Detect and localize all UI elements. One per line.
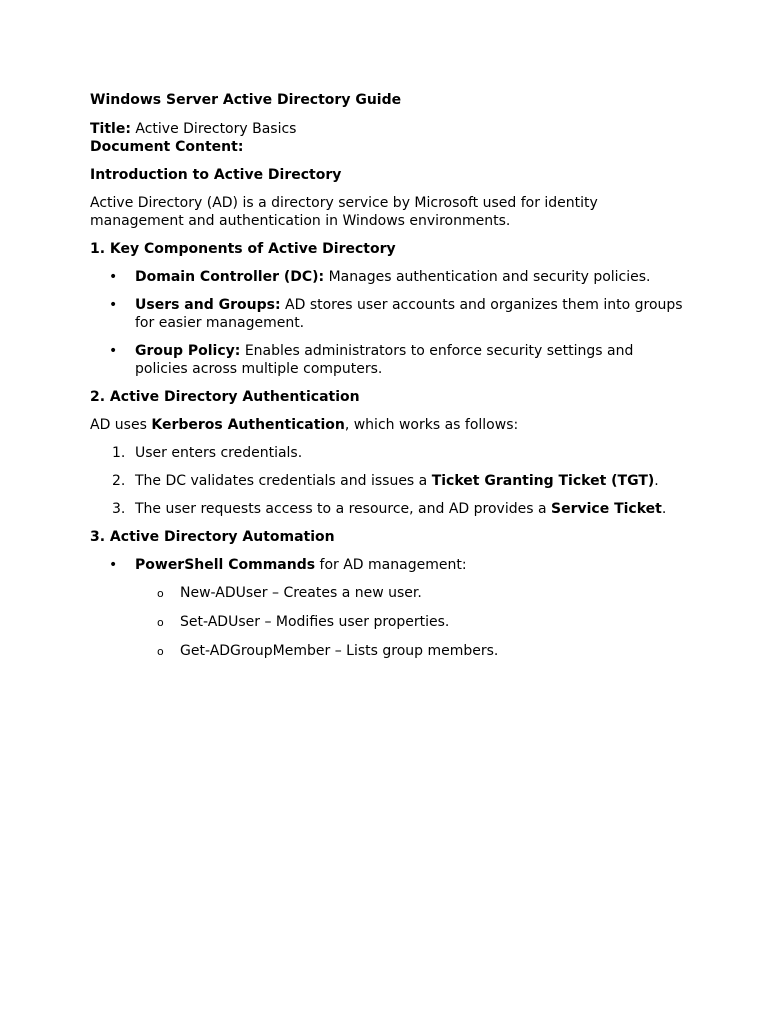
intro-paragraph: Active Directory (AD) is a directory service by Microsoft used for identity management and authentication in Windows environments.: [90, 195, 598, 229]
list-item-term: PowerShell Commands: [135, 557, 316, 573]
title-line: [90, 120, 690, 138]
content-label: Document Content:: [90, 139, 244, 155]
command-item: [135, 584, 690, 602]
list-item: [90, 556, 690, 660]
sub-bullet-icon: o: [157, 645, 164, 658]
list-item-text: Enables administrators to enforce security settings and policies across multiple computers.: [135, 343, 634, 377]
step-number: 2.: [112, 473, 126, 489]
section1-heading: 1. Key Components of Active Directory: [90, 241, 396, 257]
list-item-text: for AD management:: [315, 557, 467, 573]
section3-list: [90, 556, 690, 660]
section1-list: [90, 268, 690, 378]
list-item: [90, 268, 690, 286]
bullet-icon: •: [109, 269, 118, 285]
list-item-term: Domain Controller (DC):: [135, 269, 325, 285]
document-page: [90, 91, 690, 671]
command-item: [135, 642, 690, 660]
list-item: [90, 296, 690, 332]
step-post: .: [654, 473, 659, 489]
title-label: Title:: [90, 121, 131, 137]
step-item: [90, 444, 690, 462]
bullet-icon: •: [109, 297, 118, 313]
command-text: New-ADUser – Creates a new user.: [180, 585, 422, 601]
section2-intro-bold: Kerberos Authentication: [151, 417, 345, 433]
section2-intro-pre: AD uses: [90, 417, 152, 433]
step-bold: Service Ticket: [551, 501, 662, 517]
content-label-line: [90, 138, 690, 156]
intro-heading: Introduction to Active Directory: [90, 167, 342, 183]
section2-intro: [90, 416, 690, 434]
step-number: 3.: [112, 501, 126, 517]
section3-heading: 3. Active Directory Automation: [90, 529, 335, 545]
document-heading: Windows Server Active Directory Guide: [90, 92, 402, 108]
list-item-text: AD stores user accounts and organizes them into groups for easier management.: [135, 297, 683, 331]
section2-heading: 2. Active Directory Authentication: [90, 389, 360, 405]
title-value: Active Directory Basics: [130, 121, 297, 137]
step-item: [90, 472, 690, 490]
command-text: Set-ADUser – Modifies user properties.: [180, 614, 450, 630]
step-post: .: [661, 501, 667, 517]
step-text: The DC validates credentials and issues a: [135, 473, 432, 489]
section2-intro-post: , which works as follows:: [344, 417, 519, 433]
command-list: [135, 584, 690, 660]
list-item-term: Users and Groups:: [135, 297, 281, 313]
command-text: Get-ADGroupMember – Lists group members.: [180, 643, 499, 659]
bullet-icon: •: [109, 557, 118, 573]
sub-bullet-icon: o: [157, 616, 164, 629]
command-item: [135, 613, 690, 631]
sub-bullet-icon: o: [157, 587, 164, 600]
list-item-text: Manages authentication and security policies.: [324, 269, 651, 285]
list-item: [90, 342, 690, 378]
step-text: User enters credentials.: [135, 445, 303, 461]
section2-steps: [90, 444, 690, 518]
step-bold: Ticket Granting Ticket (TGT): [431, 473, 655, 489]
bullet-icon: •: [109, 343, 118, 359]
step-text: The user requests access to a resource, and AD provides a: [135, 501, 551, 517]
document-meta: [90, 120, 690, 156]
list-item-term: Group Policy:: [135, 343, 241, 359]
step-item: [90, 500, 690, 518]
step-number: 1.: [112, 445, 126, 461]
